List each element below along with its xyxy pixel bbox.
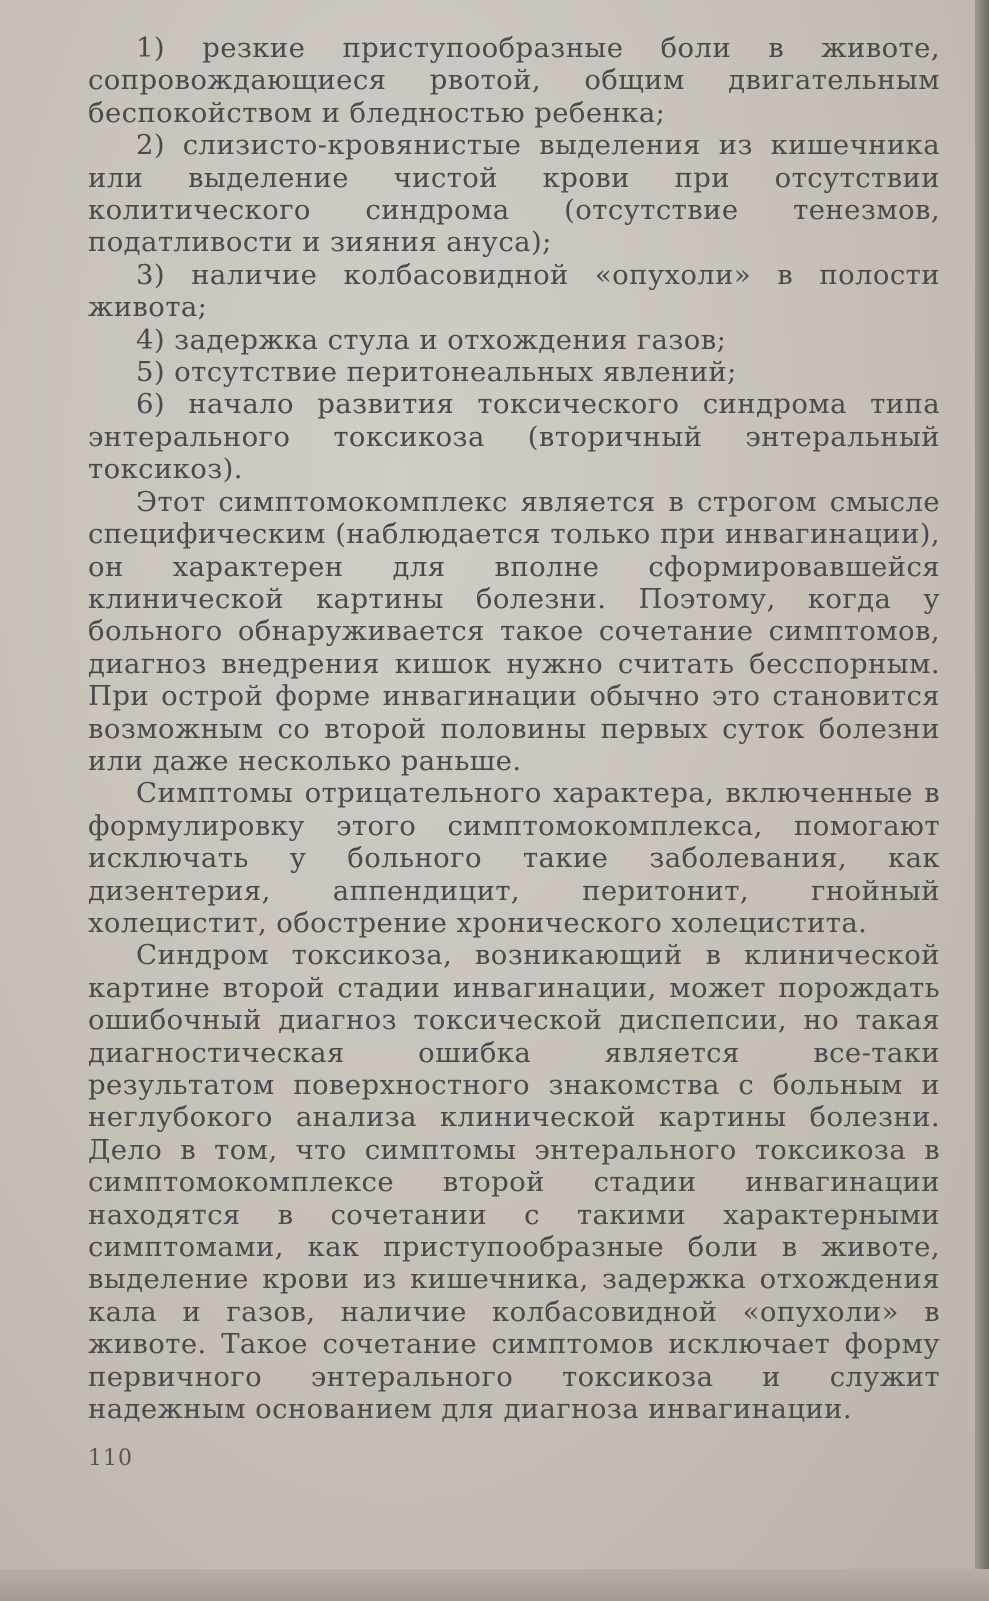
body-text xyxy=(88,32,940,1425)
list-item-1: 1) резкие приступообразные боли в животе, сопровождающиеся рвотой, общим двигательным беспокойством и бледностью ребенка; xyxy=(88,32,940,129)
page-number: 110 xyxy=(88,1446,133,1471)
page-edge-shadow xyxy=(975,0,989,1601)
page-bottom-margin xyxy=(0,1569,989,1601)
list-item-2: 2) слизисто-кровянистые выделения из кишечника или выделение чистой крови при отсутствии колитического синдрома (отсутствие тенезмов, податливости и зияния ануса); xyxy=(88,129,940,259)
list-item-6: 6) начало развития токсического синдрома типа энтерального токсикоза (вторичный энтеральный токсикоз). xyxy=(88,388,940,486)
list-item-5: 5) отсутствие перитонеальных явлений; xyxy=(136,356,737,389)
list-item-4: 4) задержка стула и отхождения газов; xyxy=(136,323,727,356)
paragraph-negative-symptoms: Симптомы отрицательного характера, включенные в формулировку этого симптомокомплекса, помогают исключать у больного такие заболевания, как дизентерия, аппендицит, перитонит, гнойный холецистит, обострение хронического холецистита. xyxy=(88,777,940,939)
list-item-3: 3) наличие колбасовидной «опухоли» в полости живота; xyxy=(88,258,940,324)
paragraph-specificity: Этот симптомокомплекс является в строгом смысле специфическим (наблюдается только при инвагинации), он характерен для вполне сформировавшейся клинической картины болезни. Поэтому, когда у больного обнаруживается такое сочетание симптомов, диагноз внедрения кишок нужно считать бесспорным. При острой форме инвагинации обычно это становится возможным со второй половины первых суток болезни или даже несколько раньше. xyxy=(88,485,940,777)
paragraph-toxicosis: Синдром токсикоза, возникающий в клинической картине второй стадии инвагинации, может порождать ошибочный диагноз токсической диспепсии, но такая диагностическая ошибка является все-таки результатом поверхностного знакомства с больным и неглубокого анализа клинической картины болезни. Дело в том, что симптомы энтерального токсикоза в симптомокомплексе второй стадии инвагинации находятся в сочетании с такими характерными симптомами, как приступообразные боли в животе, выделение крови из кишечника, задержка отхождения кала и газов, наличие колбасовидной «опухоли» в животе. Такое сочетание симптомов исключает форму первичного энтерального токсикоза и служит надежным основанием для диагноза инвагинации. xyxy=(88,939,940,1426)
